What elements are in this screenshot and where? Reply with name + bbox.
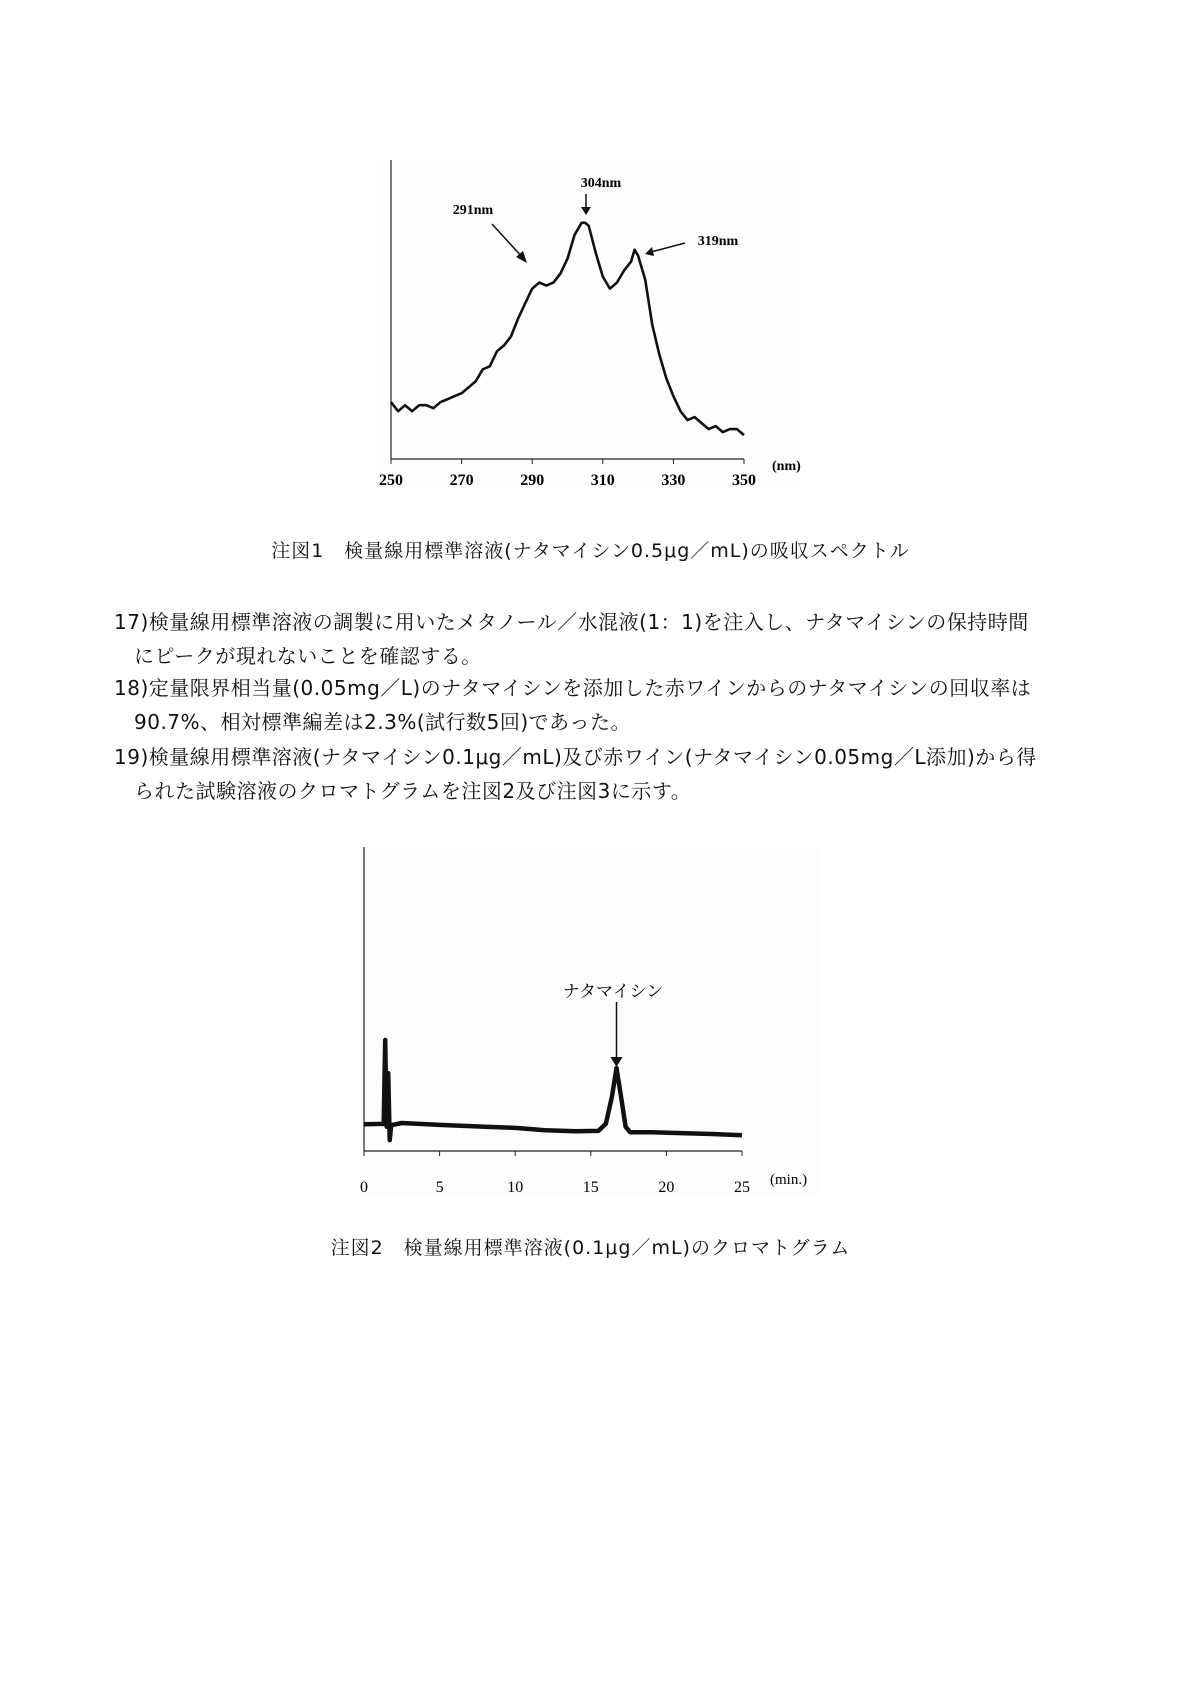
annotation-304nm: 304nm — [580, 176, 622, 191]
note-17-line1: 17)検量線用標準溶液の調製に用いたメタノール／水混液(1：1)を注入し、ナタマイシンの保持時間 — [114, 610, 1029, 634]
note-17-line2: にピークが現れないことを確認する。 — [134, 644, 482, 668]
figure1-caption: 注図1 検量線用標準溶液(ナタマイシン0.5μg／mL)の吸収スペクトル — [271, 540, 910, 562]
fig2-x-tick-label: 20 — [658, 1179, 675, 1196]
fig2-x-tick-label: 5 — [435, 1179, 444, 1196]
fig2-x-tick-label: 0 — [360, 1179, 368, 1196]
fig2-x-tick-label: 15 — [582, 1179, 599, 1196]
note-19-line1: 19)検量線用標準溶液(ナタマイシン0.1μg／mL)及び赤ワイン(ナタマイシン0.05mg／L添加)から得 — [114, 745, 1037, 769]
peak-arrowhead — [611, 1057, 623, 1067]
fig2-x-tick-label: 10 — [507, 1179, 524, 1196]
note-19-line2: られた試験溶液のクロマトグラムを注図2及び注図3に示す。 — [134, 779, 692, 803]
fig1-x-tick-label: 290 — [520, 472, 545, 489]
chromatogram-line — [364, 1040, 742, 1140]
fig1-x-tick-label: 350 — [732, 472, 756, 489]
note-18-line2: 90.7%、相対標準編差は2.3%(試行数5回)であった。 — [134, 710, 631, 734]
x-axis-label: (min.) — [770, 1172, 808, 1188]
x-axis-label: (nm) — [772, 459, 801, 474]
fig1-x-tick-label: 270 — [449, 472, 474, 489]
note-18-line1: 18)定量限界相当量(0.05mg／L)のナタマイシンを添加した赤ワインからのナタマイシンの回収率は — [114, 676, 1032, 700]
fig1-x-tick-label: 330 — [661, 472, 686, 489]
figure2-caption: 注図2 検量線用標準溶液(0.1μg／mL)のクロマトグラム — [330, 1237, 851, 1259]
fig1-x-tick-label: 250 — [379, 472, 403, 489]
fig2-x-tick-label: 25 — [734, 1179, 750, 1196]
fig1-x-tick-label: 310 — [590, 472, 615, 489]
annotation-319nm: 319nm — [697, 234, 739, 249]
peak-label-natamycin: ナタマイシン — [562, 982, 664, 1002]
annotation-291nm: 291nm — [452, 203, 494, 218]
